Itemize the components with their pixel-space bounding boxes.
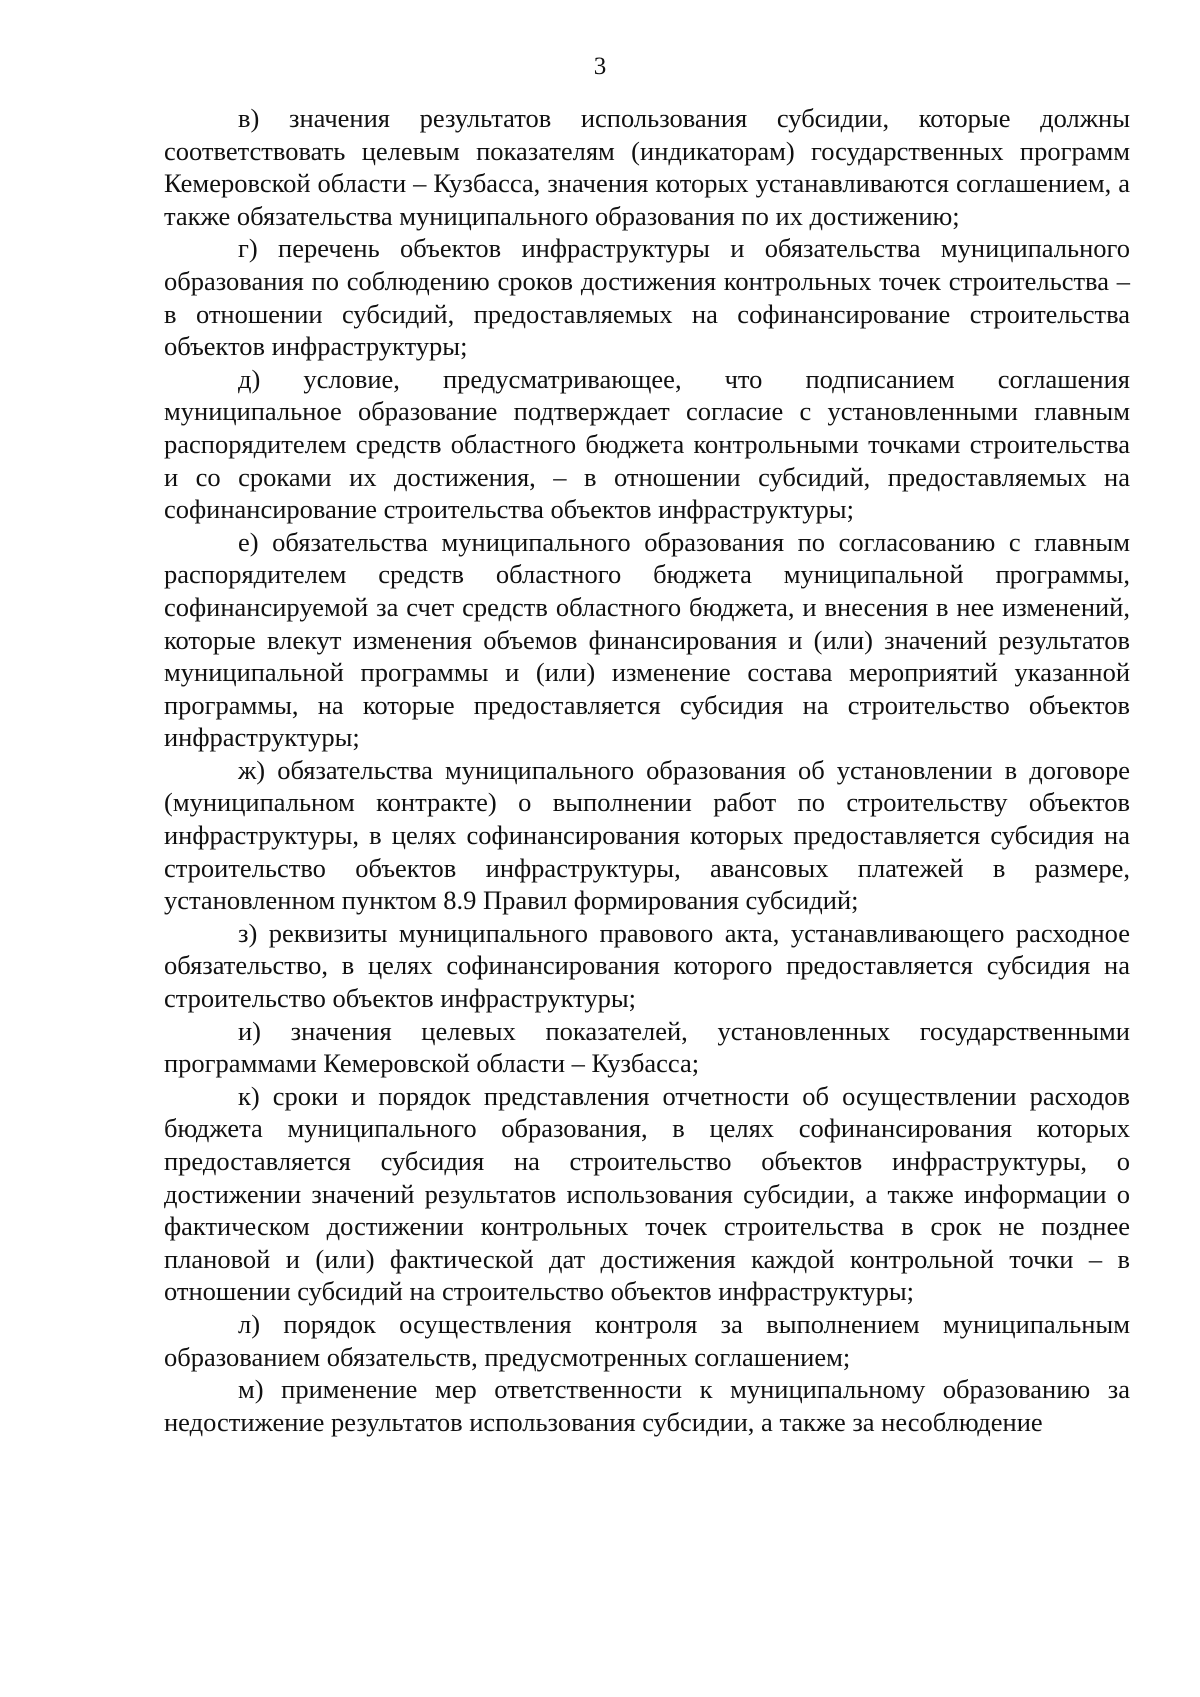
paragraph-v: в) значения результатов использования субсидии, которые должны соответствовать целевым показателям (индикаторам) государственных программ Кемеровской области – Кузбасса, значения которых устанавливаются соглашением, а также обязательства муниципального образования по их достижению; <box>164 103 1130 231</box>
paragraph-d: д) условие, предусматривающее, что подписанием соглашения муниципальное образование подтверждает согласие с установленными главным распорядителем средств областного бюджета контрольными точками строительства и со сроками их достижения, – в отношении субсидий, предоставляемых на софинансирование строительства объектов инфраструктуры; <box>164 363 1130 525</box>
document-body <box>164 102 1130 1438</box>
paragraph-i: и) значения целевых показателей, установленных государственными программами Кемеровской области – Кузбасса; <box>164 1015 1130 1079</box>
paragraph-g: г) перечень объектов инфраструктуры и обязательства муниципального образования по соблюдению сроков достижения контрольных точек строительства – в отношении субсидий, предоставляемых на софинансирование строительства объектов инфраструктуры; <box>164 233 1130 362</box>
paragraph-zh: ж) обязательства муниципального образования об установлении в договоре (муниципальном контракте) о выполнении работ по строительству объектов инфраструктуры, в целях софинансирования которых предоставляется субсидия на строительство объектов инфраструктуры, авансовых платежей в размере, установленном пунктом 8.9 Правил формирования субсидий; <box>164 754 1130 916</box>
paragraph-z: з) реквизиты муниципального правового акта, устанавливающего расходное обязательство, в целях софинансирования которого предоставляется субсидия на строительство объектов инфраструктуры; <box>164 917 1130 1014</box>
paragraph-e: е) обязательства муниципального образования по согласованию с главным распорядителем средств областного бюджета муниципальной программы, софинансируемой за счет средств областного бюджета, и внесения в нее изменений, которые влекут изменения объемов финансирования и (или) значений результатов муниципальной программы и (или) изменение состава мероприятий указанной программы, на которые предоставляется субсидия на строительство объектов инфраструктуры; <box>164 526 1130 753</box>
paragraph-k: к) сроки и порядок представления отчетности об осуществлении расходов бюджета муниципального образования, в целях софинансирования которых предоставляется субсидия на строительство объектов инфраструктуры, о достижении значений результатов использования субсидии, а также информации о фактическом достижении контрольных точек строительства в срок не позднее плановой и (или) фактической дат достижения каждой контрольной точки – в отношении субсидий на строительство объектов инфраструктуры; <box>164 1080 1130 1307</box>
paragraph-l: л) порядок осуществления контроля за выполнением муниципальным образованием обязательств, предусмотренных соглашением; <box>164 1308 1130 1372</box>
page-number: 3 <box>593 53 607 80</box>
paragraph-m: м) применение мер ответственности к муниципальному образованию за недостижение результатов использования субсидии, а также за несоблюдение <box>164 1374 1130 1437</box>
